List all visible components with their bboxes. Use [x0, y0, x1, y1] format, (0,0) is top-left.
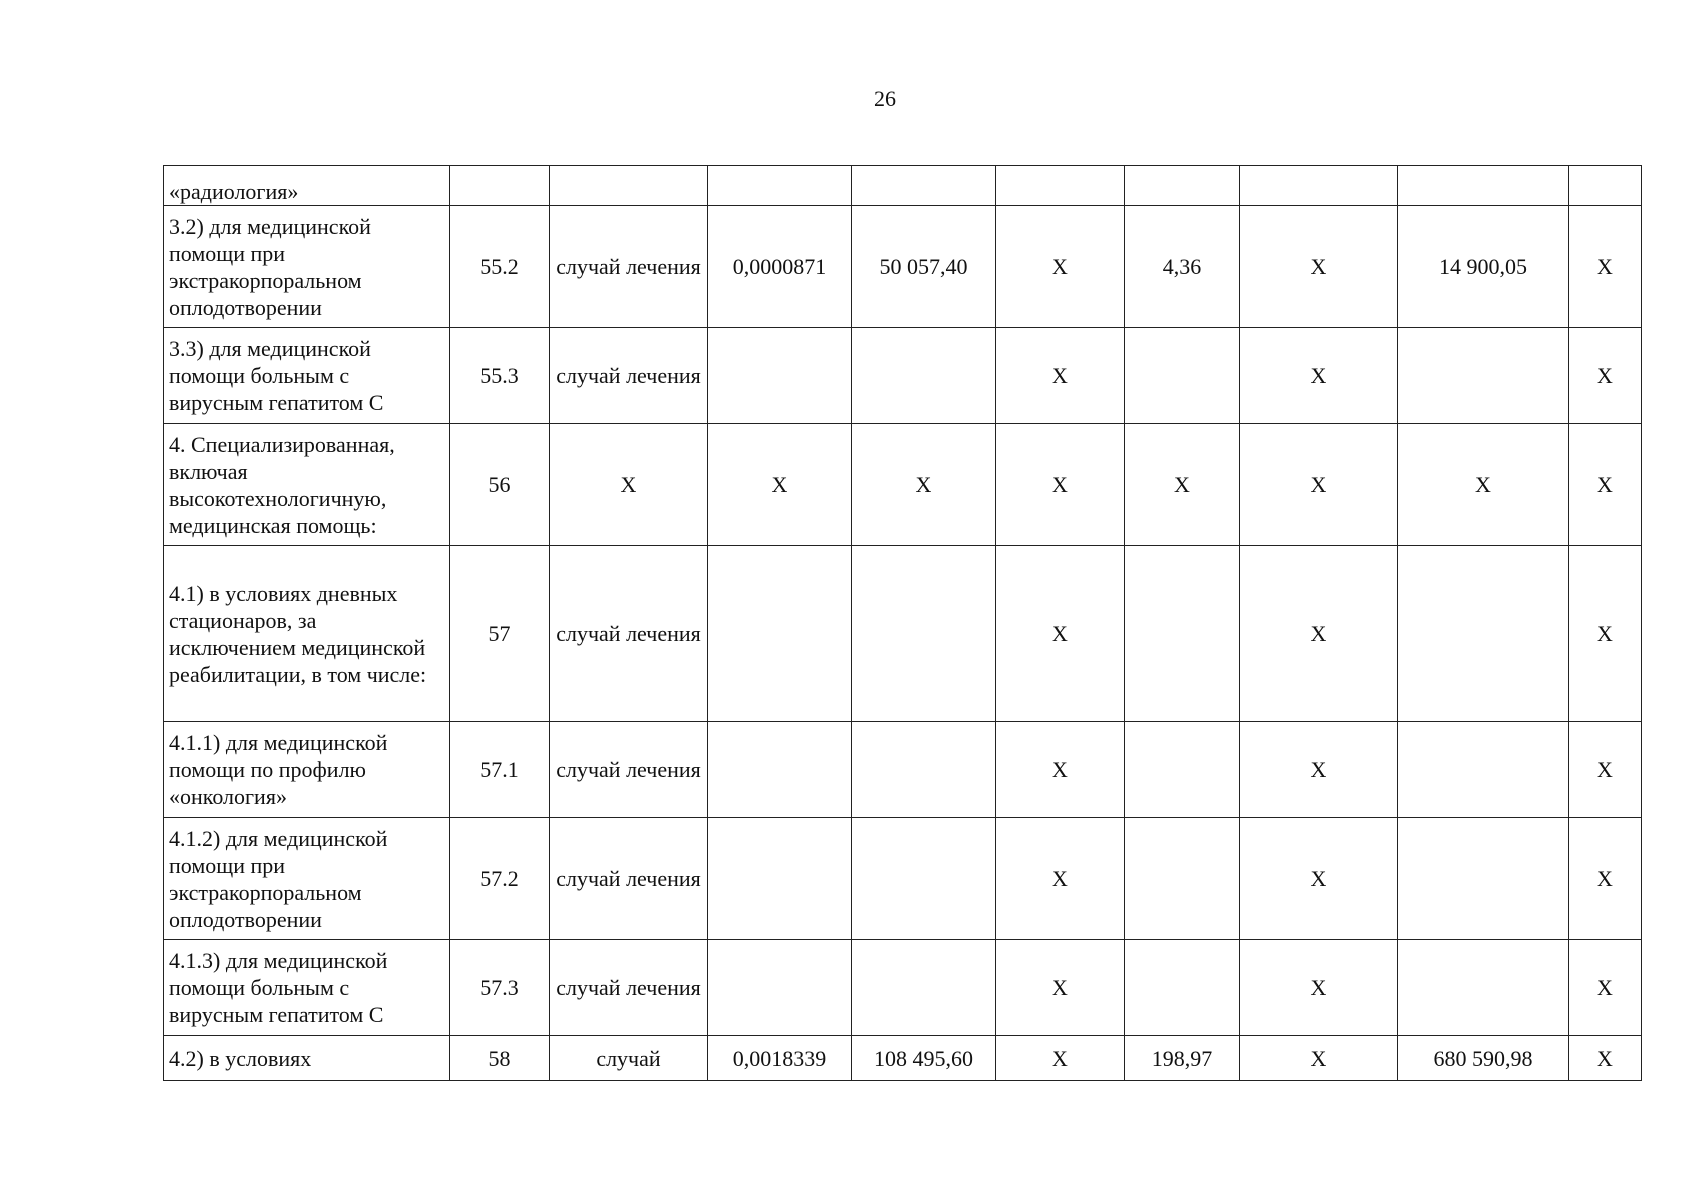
table-row — [164, 206, 1642, 328]
table-cell: X — [1240, 328, 1398, 424]
table-cell: X — [996, 206, 1125, 328]
table-cell: случай лечения — [550, 546, 708, 722]
table-cell: 198,97 — [1125, 1036, 1240, 1081]
table-cell: 0,0018339 — [708, 1036, 852, 1081]
table-cell: 108 495,60 — [852, 1036, 996, 1081]
table-cell: X — [1240, 424, 1398, 546]
row-name-cell: 3.3) для медицинской помощи больным с вирусным гепатитом С — [164, 328, 450, 424]
table-cell: 4,36 — [1125, 206, 1240, 328]
row-name-cell: 4.1.3) для медицинской помощи больным с вирусным гепатитом С — [164, 940, 450, 1036]
table-cell — [1125, 940, 1240, 1036]
table-cell: 680 590,98 — [1398, 1036, 1569, 1081]
table-cell: 14 900,05 — [1398, 206, 1569, 328]
table-cell: X — [1569, 206, 1642, 328]
table-row — [164, 166, 1642, 206]
table-cell: 58 — [450, 1036, 550, 1081]
table-cell — [1569, 166, 1642, 206]
table-cell — [1125, 818, 1240, 940]
table-cell — [996, 166, 1125, 206]
table-cell: случай лечения — [550, 206, 708, 328]
table-cell: X — [1398, 424, 1569, 546]
row-name-cell: 4. Специализированная, включая высокотехнологичную, медицинская помощь: — [164, 424, 450, 546]
table-cell — [1125, 166, 1240, 206]
table-cell: X — [1125, 424, 1240, 546]
data-table — [163, 165, 1642, 1081]
table-cell: X — [996, 818, 1125, 940]
table-cell — [1398, 166, 1569, 206]
table-cell: 57.3 — [450, 940, 550, 1036]
row-name-cell: «радиология» — [164, 166, 450, 206]
table-cell: X — [1569, 722, 1642, 818]
table-cell — [852, 166, 996, 206]
table-cell — [1125, 546, 1240, 722]
table-cell: X — [996, 722, 1125, 818]
table-cell: X — [996, 940, 1125, 1036]
table-cell — [708, 818, 852, 940]
table-cell — [852, 940, 996, 1036]
table-row — [164, 940, 1642, 1036]
table-cell: X — [852, 424, 996, 546]
table-cell: X — [1240, 940, 1398, 1036]
table-cell — [852, 546, 996, 722]
table-cell: случай лечения — [550, 818, 708, 940]
table-cell — [1398, 722, 1569, 818]
table-cell: X — [550, 424, 708, 546]
table-row — [164, 818, 1642, 940]
table-cell — [852, 818, 996, 940]
table-row — [164, 328, 1642, 424]
table-cell — [852, 722, 996, 818]
table-cell — [708, 328, 852, 424]
table-cell: X — [1240, 818, 1398, 940]
table-cell — [708, 940, 852, 1036]
table-cell: X — [1240, 722, 1398, 818]
table-cell — [1398, 818, 1569, 940]
table-cell: 55.3 — [450, 328, 550, 424]
table-cell: X — [1240, 206, 1398, 328]
row-name-cell: 4.1.2) для медицинской помощи при экстракорпоральном оплодотворении — [164, 818, 450, 940]
table-cell: X — [996, 328, 1125, 424]
table-cell: X — [708, 424, 852, 546]
table-cell: X — [1569, 424, 1642, 546]
table-cell: X — [1569, 940, 1642, 1036]
table-cell — [1398, 328, 1569, 424]
row-name-cell: 4.1.1) для медицинской помощи по профилю «онкология» — [164, 722, 450, 818]
table-cell: X — [1569, 546, 1642, 722]
table-cell: 56 — [450, 424, 550, 546]
table-cell: случай лечения — [550, 722, 708, 818]
table-cell: 55.2 — [450, 206, 550, 328]
table-cell: X — [1569, 818, 1642, 940]
row-name-cell: 4.2) в условиях — [164, 1036, 450, 1081]
table-cell: X — [1569, 328, 1642, 424]
table-cell — [1125, 328, 1240, 424]
table-cell: X — [1569, 1036, 1642, 1081]
table-cell: случай лечения — [550, 940, 708, 1036]
table-cell — [450, 166, 550, 206]
page-number: 26 — [874, 86, 896, 111]
table-cell — [1398, 546, 1569, 722]
table-cell: 50 057,40 — [852, 206, 996, 328]
table-row — [164, 722, 1642, 818]
table-cell — [1125, 722, 1240, 818]
table-cell: X — [996, 1036, 1125, 1081]
table-cell — [852, 328, 996, 424]
table-cell: X — [1240, 546, 1398, 722]
table-cell — [708, 722, 852, 818]
row-name-cell: 3.2) для медицинской помощи при экстракорпоральном оплодотворении — [164, 206, 450, 328]
table-cell: 57.1 — [450, 722, 550, 818]
table-cell: X — [1240, 1036, 1398, 1081]
table-cell — [550, 166, 708, 206]
table-cell: X — [996, 546, 1125, 722]
table-cell: случай лечения — [550, 328, 708, 424]
table-cell — [708, 546, 852, 722]
table-cell: 57.2 — [450, 818, 550, 940]
table-cell — [708, 166, 852, 206]
table-row — [164, 424, 1642, 546]
table-cell: X — [996, 424, 1125, 546]
table-cell: случай — [550, 1036, 708, 1081]
table-row — [164, 546, 1642, 722]
table-cell — [1398, 940, 1569, 1036]
table-cell: 0,0000871 — [708, 206, 852, 328]
table-cell — [1240, 166, 1398, 206]
table-cell: 57 — [450, 546, 550, 722]
row-name-cell: 4.1) в условиях дневных стационаров, за исключением медицинской реабилитации, в том числе: — [164, 546, 450, 722]
table-row — [164, 1036, 1642, 1081]
